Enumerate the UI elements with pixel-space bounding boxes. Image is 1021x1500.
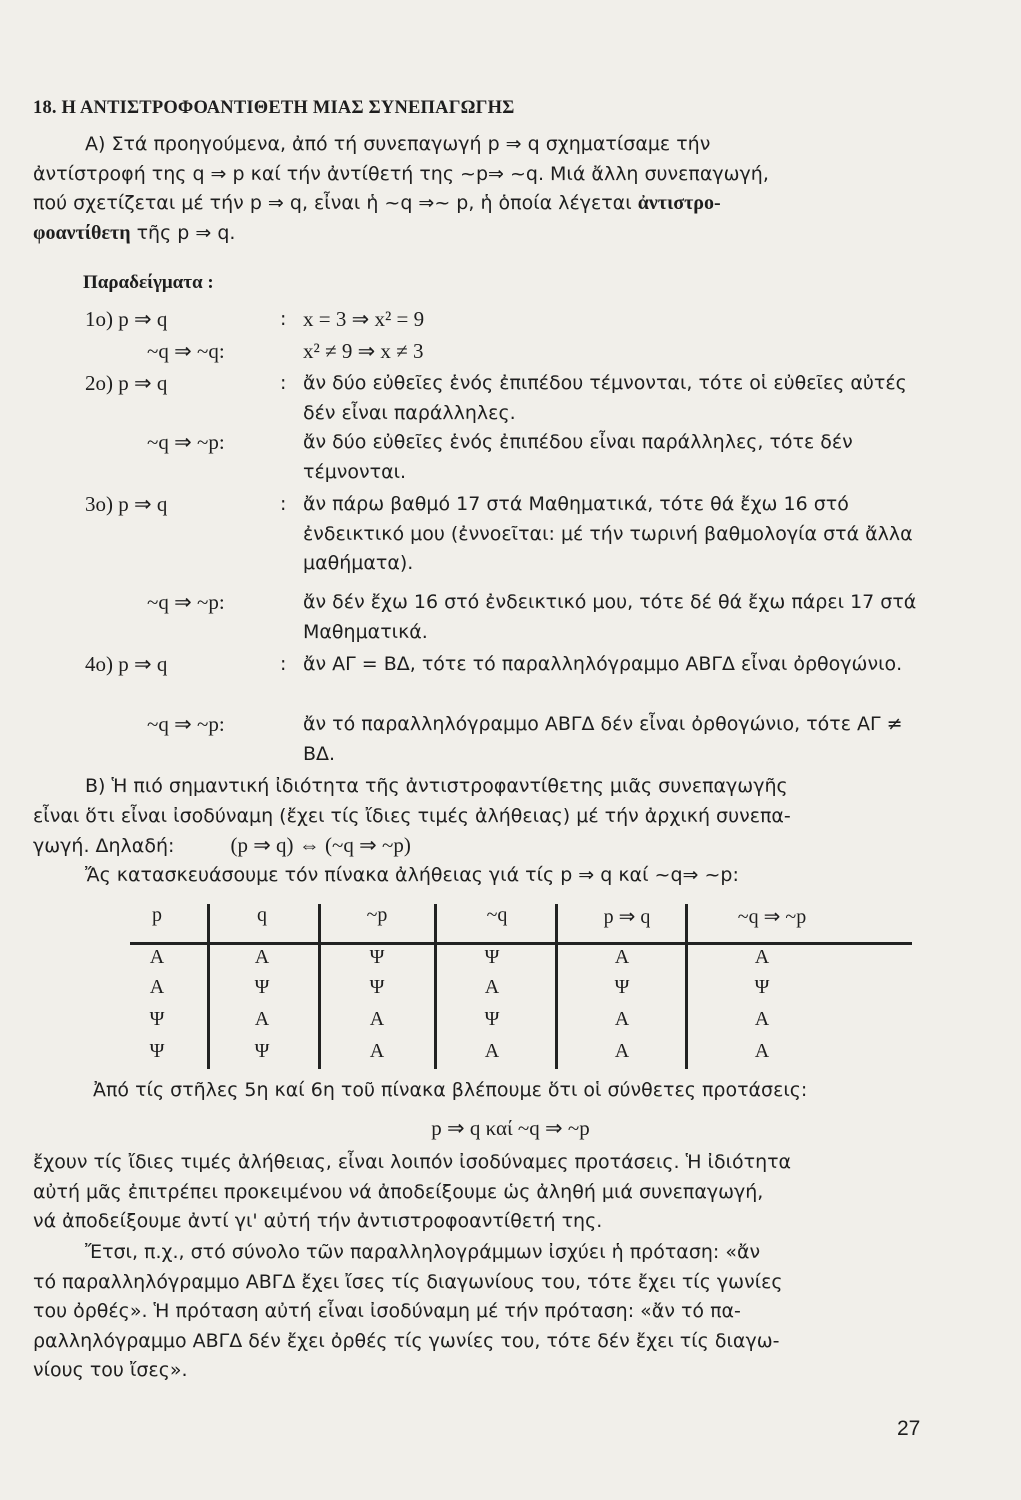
table-cell: Ψ bbox=[369, 946, 385, 968]
table-divider bbox=[130, 942, 912, 945]
table-header: p ⇒ q bbox=[603, 906, 651, 928]
example-label: ~q ⇒ ~p: bbox=[147, 590, 225, 614]
conclusion-paragraph-2 bbox=[33, 1148, 933, 1237]
table-cell: Ψ bbox=[254, 976, 270, 998]
term-antistrofo-a: ἀντιστρο- bbox=[637, 192, 721, 214]
conclusion-line-2: ἔχουν τίς ἴδιες τιμές ἀλήθειας, εἶναι λοιπόν ἰσοδύναμες προτάσεις. Ἡ ἰδιότητα bbox=[33, 1151, 792, 1173]
table-cell: Α bbox=[369, 1008, 385, 1030]
part-b-line-4: Ἄς κατασκευάσουμε τόν πίνακα ἀλήθειας γιά τίς p ⇒ q καί ~q⇒ ~p: bbox=[85, 863, 739, 886]
table-cell: Α bbox=[484, 976, 500, 998]
table-cell: Ψ bbox=[149, 1040, 165, 1062]
table-cell: Ψ bbox=[149, 1008, 165, 1030]
table-header: ~p bbox=[366, 904, 388, 926]
table-header: q bbox=[257, 904, 267, 926]
examples-title: Παραδείγματα : bbox=[83, 272, 214, 293]
final-example-paragraph bbox=[33, 1238, 933, 1386]
final-line-1: Ἔτσι, π.χ., στό σύνολο τῶν παραλληλογράμμων ἰσχύει ἡ πρόταση: «ἄν bbox=[85, 1241, 761, 1263]
table-cell: Ψ bbox=[614, 976, 630, 998]
part-b-paragraph bbox=[33, 772, 935, 886]
table-cell: Ψ bbox=[754, 976, 770, 998]
example-label: 1ο) p ⇒ q bbox=[85, 307, 168, 331]
table-cell: Α bbox=[614, 946, 630, 968]
intro-line-3: πού σχετίζεται μέ τήν p ⇒ q, εἶναι ἡ ~q ⇒~ p, ἡ ὁποία λέγεται bbox=[33, 192, 632, 214]
page-number: 27 bbox=[897, 1417, 921, 1440]
book-page: 18. Η ΑΝΤΙΣΤΡΟΦΟΑΝΤΙΘΕΤΗ ΜΙΑΣ ΣΥΝΕΠΑΓΩΓΗΣ Α) Στά προηγούμενα, ἀπό τή συνεπαγωγή p ⇒ q σχηματίσαμε τήν ἀντίστροφή της q ⇒ p καί τήν ἀντίθετή της ~p⇒ ~q. Μιά ἄλλη συνεπαγωγή, πού σχετίζεται μέ τήν p ⇒ q, εἶναι ἡ ~q ⇒~ p, ἡ ὁποία λέγεται ἀντιστρο- φοαντίθετη τῆς p ⇒ q. Παραδείγματα : 1ο) p ⇒ q : x = 3 ⇒ x² = 9 ~q ⇒ ~q: x² ≠ 9 ⇒ x ≠ 3 2ο) p ⇒ q : ἄν δύο εὐθεῖες ἑνός ἐπιπέδου τέμνονται, τότε οἱ εὐθεῖες αὐτές δέν εἶναι παράλληλες. ~q ⇒ ~p: ἄν δύο εὐθεῖες ἑνός ἐπιπέδου εἶναι παράλληλες, τότε δέν τέμνονται. 3ο) p ⇒ q : ἄν πάρω βαθμό 17 στά Μαθηματικά, τότε θά ἔχω 16 στό ἐνδεικτικό μου (ἐννοεῖται: μέ τήν τωρινή βαθμολογία στά ἄλλα μαθήματα). ~q ⇒ ~p: ἄν δέν ἔχω 16 στό ἐνδεικτικό μου, τότε δέ θά ἔχω πάρει 17 στά Μαθηματικά. 4ο) p ⇒ q : ἄν ΑΓ = ΒΔ, τότε τό παραλληλόγραμμο ΑΒΓΔ εἶναι ὀρθογώνιο. ~q ⇒ ~p: ἄν τό παραλληλόγραμμο ΑΒΓΔ δέν εἶναι ὀρθογώνιο, τότε ΑΓ ≠ ΒΔ. Β) Ἡ πιό σημαντική ἰδιότητα τῆς ἀντιστροφαντίθετης μιᾶς συνεπαγωγῆς εἶναι ὅτι εἶναι ἰσοδύναμη (ἔχει τίς ἴδιες τιμές ἀλήθειας) μέ τήν ἀρχική συνεπα- γωγή. Δηλαδή: (p ⇒ q) ⇔ (~q ⇒ ~p) Ἄς κατασκευάσουμε τόν πίνακα ἀλήθειας γιά τίς p ⇒ q καί ~q⇒ ~p: p q ~p ~q p ⇒ q ~q ⇒ ~p Α Α Ψ Ψ Α Α Α Ψ Ψ Α Ψ Ψ Ψ Α Α Ψ Α Α Ψ Ψ Α Α Α Α Ἀπό τίς στῆλες 5η καί 6η τοῦ πίνακα βλέπουμε ὅτι οἱ σύνθετες προτάσεις: p ⇒ q καί ~q ⇒ ~p ἔχουν τίς ἴδιες τιμές ἀλήθειας, εἶναι λοιπόν ἰσοδύναμες προτάσεις. Ἡ ἰδιότητα αὐτή μᾶς ἐπιτρέπει προκειμένου νά ἀποδείξουμε ὡς ἀληθή μιά συνεπαγωγή, νά ἀποδείξουμε ἀντί γι' αὐτή τήν ἀντιστροφοαντίθετή της. Ἔτσι, π.χ., στό σύνολο τῶν παραλληλογράμμων ἰσχύει ἡ πρόταση: «ἄν τό παραλληλόγραμμο ΑΒΓΔ ἔχει ἴσες τίς διαγωνίους του, τότε ἔχει τίς γωνίες του ὀρθές». Ἡ πρόταση αὐτή εἶναι ἰσοδύναμη μέ τήν πρόταση: «ἄν τό πα- ραλληλόγραμμο ΑΒΓΔ δέν ἔχει ὀρθές τίς γωνίες του, τότε δέν ἔχει τίς διαγω- νίους του ἴσες». 27 bbox=[0, 0, 1021, 1500]
table-cell: Ψ bbox=[484, 946, 500, 968]
example-text: x = 3 ⇒ x² = 9 bbox=[303, 307, 425, 331]
table-cell: Α bbox=[754, 1040, 770, 1062]
table-cell: Ψ bbox=[369, 976, 385, 998]
conclusion-line-3: αὐτή μᾶς ἐπιτρέπει προκειμένου νά ἀποδείξουμε ὡς ἀληθή μιά συνεπαγωγή, bbox=[33, 1180, 764, 1203]
table-cell: Ψ bbox=[484, 1008, 500, 1030]
intro-paragraph bbox=[33, 130, 935, 244]
table-cell: Α bbox=[149, 946, 165, 968]
table-column-line bbox=[555, 904, 558, 1069]
conclusion-line-4: νά ἀποδείξουμε ἀντί γι' αὐτή τήν ἀντιστροφοαντίθετή της. bbox=[33, 1210, 603, 1232]
table-cell: Α bbox=[149, 976, 165, 998]
final-line-2: τό παραλληλόγραμμο ΑΒΓΔ ἔχει ἴσες τίς διαγωνίους του, τότε ἔχει τίς γωνίες bbox=[33, 1270, 783, 1293]
example-text: ἄν δέν ἔχω 16 στό ἐνδεικτικό μου, τότε δέ θά ἔχω πάρει 17 στά Μαθηματικά. bbox=[303, 591, 917, 643]
example-label: 4ο) p ⇒ q bbox=[85, 652, 168, 676]
example-label: 2ο) p ⇒ q bbox=[85, 371, 168, 395]
example-text: ἄν ΑΓ = ΒΔ, τότε τό παραλληλόγραμμο ΑΒΓΔ εἶναι ὀρθογώνιο. bbox=[303, 653, 903, 675]
table-cell: Ψ bbox=[254, 1040, 270, 1062]
table-cell: Α bbox=[614, 1008, 630, 1030]
table-cell: Α bbox=[254, 946, 270, 968]
table-cell: Α bbox=[614, 1040, 630, 1062]
example-label: ~q ⇒ ~p: bbox=[147, 430, 225, 454]
example-label: 3ο) p ⇒ q bbox=[85, 492, 168, 516]
example-label: ~q ⇒ ~p: bbox=[147, 712, 225, 736]
table-column-line bbox=[318, 904, 321, 1069]
final-line-5: νίους του ἴσες». bbox=[33, 1359, 188, 1381]
table-header: p bbox=[152, 904, 162, 926]
example-text: ἄν δύο εὐθεῖες ἑνός ἐπιπέδου εἶναι παράλληλες, τότε δέν τέμνονται. bbox=[303, 431, 853, 483]
term-antistrofo-b: φοαντίθετη bbox=[33, 221, 131, 244]
intro-line-2: ἀντίστροφή της q ⇒ p καί τήν ἀντίθετή της ~p⇒ ~q. Μιά ἄλλη συνεπαγωγή, bbox=[33, 162, 769, 185]
table-column-line bbox=[434, 904, 437, 1069]
table-header: ~q ⇒ ~p bbox=[737, 906, 807, 928]
conclusion-formula: p ⇒ q καί ~q ⇒ ~p bbox=[431, 1116, 590, 1140]
example-label: ~q ⇒ ~q: bbox=[147, 339, 225, 363]
example-text: ἄν δύο εὐθεῖες ἑνός ἐπιπέδου τέμνονται, τότε οἱ εὐθεῖες αὐτές δέν εἶναι παράλληλες. bbox=[303, 372, 907, 424]
part-b-line-2: εἶναι ὅτι εἶναι ἰσοδύναμη (ἔχει τίς ἴδιες τιμές ἀλήθειας) μέ τήν ἀρχική συνεπα- bbox=[33, 804, 791, 827]
table-cell: Α bbox=[754, 946, 770, 968]
table-cell: Α bbox=[254, 1008, 270, 1030]
table-cell: Α bbox=[754, 1008, 770, 1030]
table-cell: Α bbox=[484, 1040, 500, 1062]
equivalence-formula: (p ⇒ q) ⇔ (~q ⇒ ~p) bbox=[230, 833, 411, 857]
table-column-line bbox=[207, 904, 210, 1069]
final-line-4: ραλληλόγραμμο ΑΒΓΔ δέν ἔχει ὀρθές τίς γωνίες του, τότε δέν ἔχει τίς διαγω- bbox=[33, 1329, 780, 1352]
intro-line-4: τῆς p ⇒ q. bbox=[136, 221, 236, 244]
table-header: ~q bbox=[486, 904, 508, 926]
conclusion-paragraph bbox=[93, 1076, 943, 1106]
part-b-line-3: γωγή. Δηλαδή: bbox=[33, 835, 175, 857]
intro-line-1: Α) Στά προηγούμενα, ἀπό τή συνεπαγωγή p ⇒ q σχηματίσαμε τήν bbox=[85, 133, 711, 155]
conclusion-line-1: Ἀπό τίς στῆλες 5η καί 6η τοῦ πίνακα βλέπουμε ὅτι οἱ σύνθετες προτάσεις: bbox=[93, 1079, 808, 1101]
part-b-line-1: Β) Ἡ πιό σημαντική ἰδιότητα τῆς ἀντιστροφαντίθετης μιᾶς συνεπαγωγῆς bbox=[85, 775, 788, 797]
example-text: x² ≠ 9 ⇒ x ≠ 3 bbox=[303, 339, 424, 363]
table-column-line bbox=[685, 904, 688, 1069]
final-line-3: του ὀρθές». Ἡ πρόταση αὐτή εἶναι ἰσοδύναμη μέ τήν πρόταση: «ἄν τό πα- bbox=[33, 1300, 741, 1322]
table-cell: Α bbox=[369, 1040, 385, 1062]
example-text: ἄν τό παραλληλόγραμμο ΑΒΓΔ δέν εἶναι ὀρθογώνιο, τότε ΑΓ ≠ ΒΔ. bbox=[303, 713, 903, 765]
section-heading: 18. Η ΑΝΤΙΣΤΡΟΦΟΑΝΤΙΘΕΤΗ ΜΙΑΣ ΣΥΝΕΠΑΓΩΓΗΣ bbox=[33, 98, 515, 118]
example-text: ἄν πάρω βαθμό 17 στά Μαθηματικά, τότε θά ἔχω 16 στό ἐνδεικτικό μου (ἐννοεῖται: μέ τήν τωρινή βαθμολογία στά ἄλλα μαθήματα). bbox=[303, 493, 913, 574]
